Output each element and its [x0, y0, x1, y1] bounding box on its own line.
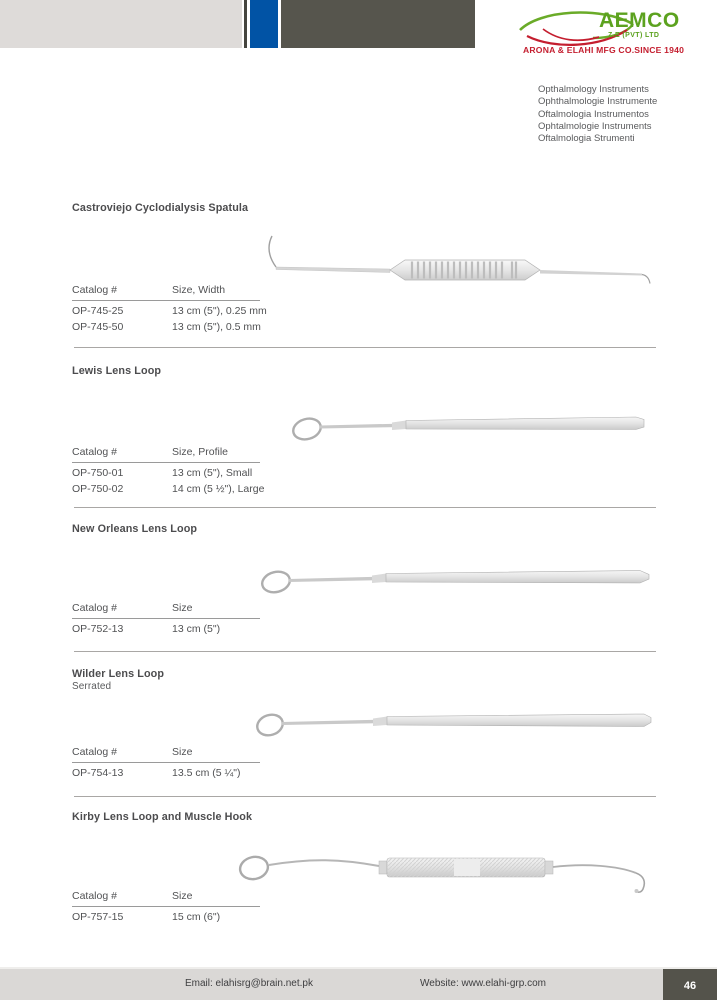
category-languages — [538, 84, 657, 145]
lang-line: Oftalmologia Strumenti — [538, 133, 635, 145]
catalog-number: OP-745-25 — [72, 305, 124, 317]
col-catalog: Catalog # — [72, 746, 117, 758]
size-value: 13.5 cm (5 ¼") — [172, 767, 241, 779]
table-row — [72, 907, 272, 923]
company-logo — [515, 3, 685, 61]
section-divider — [74, 651, 656, 652]
table-row — [72, 301, 272, 317]
header-bar-dark — [281, 0, 475, 48]
lang-line: Opthalmology Instruments — [538, 84, 649, 95]
catalog-number: OP-750-02 — [72, 483, 124, 495]
col-size: Size — [172, 602, 193, 614]
section-divider — [74, 796, 656, 797]
catalog-number: OP-754-13 — [72, 767, 124, 779]
page-number-badge: 46 — [663, 969, 717, 1000]
instrument-image-castroviejo-spatula — [262, 228, 654, 288]
section-subtitle: Serrated — [72, 681, 112, 692]
instrument-image-new-orleans-lens-loop — [258, 556, 656, 602]
table-header — [72, 446, 260, 463]
section-title: Lewis Lens Loop — [72, 365, 162, 377]
col-catalog: Catalog # — [72, 446, 117, 458]
table-header — [72, 746, 260, 763]
header-bar-stripe — [244, 0, 247, 48]
catalog-number: OP-757-15 — [72, 911, 124, 923]
section-title: Kirby Lens Loop and Muscle Hook — [72, 811, 253, 823]
brand-name: AEMCO — [599, 9, 680, 32]
table-row — [72, 317, 272, 333]
section-divider — [74, 347, 656, 348]
page-footer — [0, 967, 717, 1000]
table-row — [72, 619, 272, 635]
section-title: Castroviejo Cyclodialysis Spatula — [72, 202, 249, 214]
catalog-number: OP-745-50 — [72, 321, 124, 333]
col-size: Size — [172, 746, 193, 758]
table-row — [72, 479, 272, 495]
header-bar-gray — [0, 0, 242, 48]
footer-website: Website: www.elahi-grp.com — [420, 978, 546, 989]
catalog-table — [72, 446, 272, 495]
col-size: Size — [172, 890, 193, 902]
size-value: 13 cm (5") — [172, 623, 221, 635]
size-value: 13 cm (5"), 0.5 mm — [172, 321, 261, 333]
brand-subtitle: Z.E (PVT) LTD — [608, 32, 660, 39]
footer-email: Email: elahisrg@brain.net.pk — [185, 978, 313, 989]
table-header — [72, 284, 260, 301]
table-row — [72, 763, 272, 779]
brand-tagline: ARONA & ELAHI MFG CO.SINCE 1940 — [523, 45, 685, 55]
section-title — [72, 668, 164, 692]
section-divider — [74, 507, 656, 508]
size-value: 14 cm (5 ½"), Large — [172, 483, 265, 495]
col-catalog: Catalog # — [72, 890, 117, 902]
lang-line: Ophthalmologie Instrumente — [538, 96, 658, 108]
lang-line: Oftalmologia Instrumentos — [538, 108, 649, 120]
table-header — [72, 602, 260, 619]
col-catalog: Catalog # — [72, 602, 117, 614]
lang-line: Ophtalmologie Instruments — [538, 120, 652, 132]
catalog-table — [72, 602, 272, 635]
col-catalog: Catalog # — [72, 284, 117, 296]
section-title: New Orleans Lens Loop — [72, 523, 198, 535]
catalog-table — [72, 284, 272, 333]
instrument-image-wilder-lens-loop — [252, 698, 658, 746]
table-header — [72, 890, 260, 907]
catalog-table — [72, 746, 272, 779]
size-value: 13 cm (5"), 0.25 mm — [172, 305, 267, 317]
size-value: 15 cm (6") — [172, 911, 221, 923]
section-title-text: Wilder Lens Loop — [72, 668, 165, 680]
col-size: Size, Profile — [172, 446, 229, 458]
size-value: 13 cm (5"), Small — [172, 467, 253, 479]
instrument-image-kirby-lens-loop-muscle-hook — [236, 846, 658, 900]
catalog-table — [72, 890, 272, 923]
catalog-number: OP-752-13 — [72, 623, 124, 635]
instrument-image-lewis-lens-loop — [288, 404, 650, 450]
catalog-number: OP-750-01 — [72, 467, 124, 479]
table-row — [72, 463, 272, 479]
col-size: Size, Width — [172, 284, 226, 296]
header-bar-blue — [250, 0, 278, 48]
